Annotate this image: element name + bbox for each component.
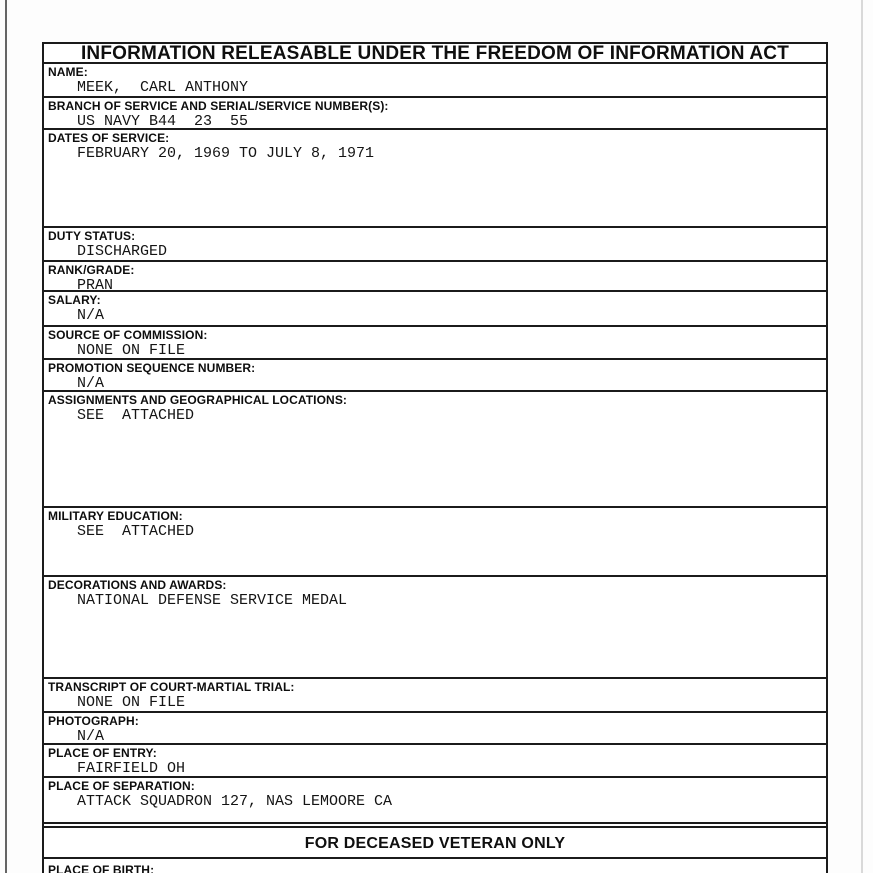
field-salary-label: SALARY: — [48, 293, 101, 307]
field-salary-value: N/A — [77, 307, 105, 324]
field-rank-grade-label: RANK/GRADE: — [48, 263, 135, 277]
field-court-martial-transcript — [44, 679, 826, 713]
scan-edge-line-right — [861, 0, 863, 873]
field-photograph-value: N/A — [77, 728, 105, 745]
field-military-education — [44, 508, 826, 577]
field-branch-serial-value: US NAVY B44 23 55 — [77, 113, 249, 130]
field-place-of-separation-label: PLACE OF SEPARATION: — [48, 779, 195, 793]
field-military-education-value: SEE ATTACHED — [77, 523, 195, 540]
field-branch-serial-label: BRANCH OF SERVICE AND SERIAL/SERVICE NUMBER(S): — [48, 99, 389, 113]
field-salary — [44, 292, 826, 327]
field-decorations-awards-value: NATIONAL DEFENSE SERVICE MEDAL — [77, 592, 348, 609]
field-military-education-label: MILITARY EDUCATION: — [48, 509, 183, 523]
field-place-of-separation-value: ATTACK SQUADRON 127, NAS LEMOORE CA — [77, 793, 393, 810]
field-assignments-locations-label: ASSIGNMENTS AND GEOGRAPHICAL LOCATIONS: — [48, 393, 348, 407]
field-source-of-commission-value: NONE ON FILE — [77, 342, 186, 359]
form-title: INFORMATION RELEASABLE UNDER THE FREEDOM OF INFORMATION ACT — [44, 44, 826, 64]
field-assignments-locations-value: SEE ATTACHED — [77, 407, 195, 424]
field-dates-of-service-label: DATES OF SERVICE: — [48, 131, 170, 145]
field-place-of-separation — [44, 778, 826, 824]
field-rank-grade — [44, 262, 826, 292]
field-source-of-commission-label: SOURCE OF COMMISSION: — [48, 328, 208, 342]
foia-release-form — [42, 42, 828, 873]
field-promotion-sequence-value: N/A — [77, 375, 105, 392]
field-place-of-birth — [44, 859, 826, 873]
field-branch-serial — [44, 98, 826, 130]
field-promotion-sequence-label: PROMOTION SEQUENCE NUMBER: — [48, 361, 256, 375]
field-place-of-birth-label: PLACE OF BIRTH: — [48, 863, 155, 873]
field-name — [44, 64, 826, 98]
field-decorations-awards — [44, 577, 826, 679]
field-court-martial-transcript-label: TRANSCRIPT OF COURT-MARTIAL TRIAL: — [48, 680, 295, 694]
field-dates-of-service-value: FEBRUARY 20, 1969 TO JULY 8, 1971 — [77, 145, 375, 162]
field-place-of-entry-value: FAIRFIELD OH — [77, 760, 186, 777]
field-court-martial-transcript-value: NONE ON FILE — [77, 694, 186, 711]
deceased-veteran-section-header: FOR DECEASED VETERAN ONLY — [44, 828, 826, 859]
field-duty-status-label: DUTY STATUS: — [48, 229, 136, 243]
field-place-of-entry-label: PLACE OF ENTRY: — [48, 746, 157, 760]
field-decorations-awards-label: DECORATIONS AND AWARDS: — [48, 578, 227, 592]
field-promotion-sequence — [44, 360, 826, 392]
field-duty-status-value: DISCHARGED — [77, 243, 168, 260]
field-dates-of-service — [44, 130, 826, 228]
field-name-value: MEEK, CARL ANTHONY — [77, 79, 249, 96]
field-source-of-commission — [44, 327, 826, 360]
field-duty-status — [44, 228, 826, 262]
field-assignments-locations — [44, 392, 826, 508]
field-photograph — [44, 713, 826, 745]
field-name-label: NAME: — [48, 65, 88, 79]
scan-edge-line-left — [5, 0, 7, 873]
field-rank-grade-value: PRAN — [77, 277, 114, 292]
field-place-of-entry — [44, 745, 826, 778]
field-photograph-label: PHOTOGRAPH: — [48, 714, 139, 728]
